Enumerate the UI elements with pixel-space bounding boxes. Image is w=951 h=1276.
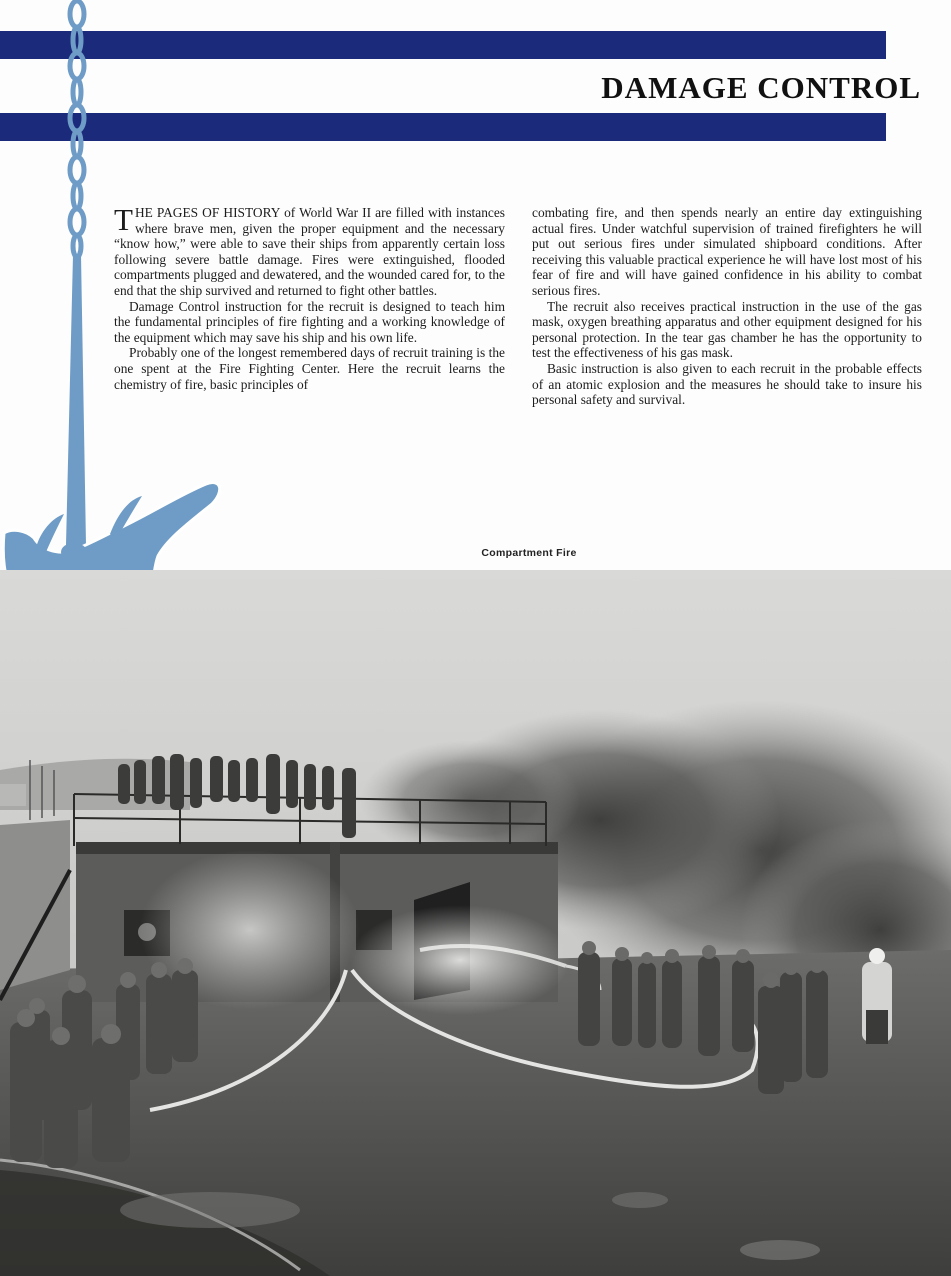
paragraph: The recruit also receives practical instruction in the use of the gas mask, oxygen breathing apparatus and other equipment designed for his personal protection. In the tear gas chamber he has the opportunity to test the effectiveness of his gas mask. [532, 298, 922, 361]
drop-cap: T [114, 202, 133, 237]
article-column-right [532, 205, 922, 408]
paragraph-intro: THE PAGES OF HISTORY of World War II are filled with instances where brave men, given the proper equipment and the necessary “know how,” were able to save their ships from apparently certain loss following severe battle damage. Fires were extinguished, flooded compartments plugged and dewatered, and the wounded cared for, to the end that the ship survived and returned to fight other battles. [114, 202, 505, 298]
paragraph: combating fire, and then spends nearly an entire day extinguishing actual fires. Under watchful supervision of trained firefighters he will put out serious fires under simulated shipboard conditions. After receiving this valuable practical experience he will have lost most of his fear of fire and will have gained confidence in his ability to combat serious fires. [532, 205, 922, 298]
fire-fighting-photo [0, 570, 951, 1276]
paragraph: Damage Control instruction for the recruit is designed to teach him the fundamental principles of fire fighting and a working knowledge of the equipment which may save his ship and his own life. [114, 298, 505, 345]
page-title: DAMAGE CONTROL [601, 70, 921, 105]
photo-caption: Compartment Fire [481, 547, 577, 559]
paragraph: Basic instruction is also given to each recruit in the probable effects of an atomic explosion and the measures he should take to insure his personal safety and survival. [532, 360, 922, 408]
paragraph: Probably one of the longest remembered days of recruit training is the one spent at the Fire Fighting Center. Here the recruit learns the chemistry of fire, basic principles of [114, 345, 505, 392]
article-column-left [114, 202, 505, 392]
